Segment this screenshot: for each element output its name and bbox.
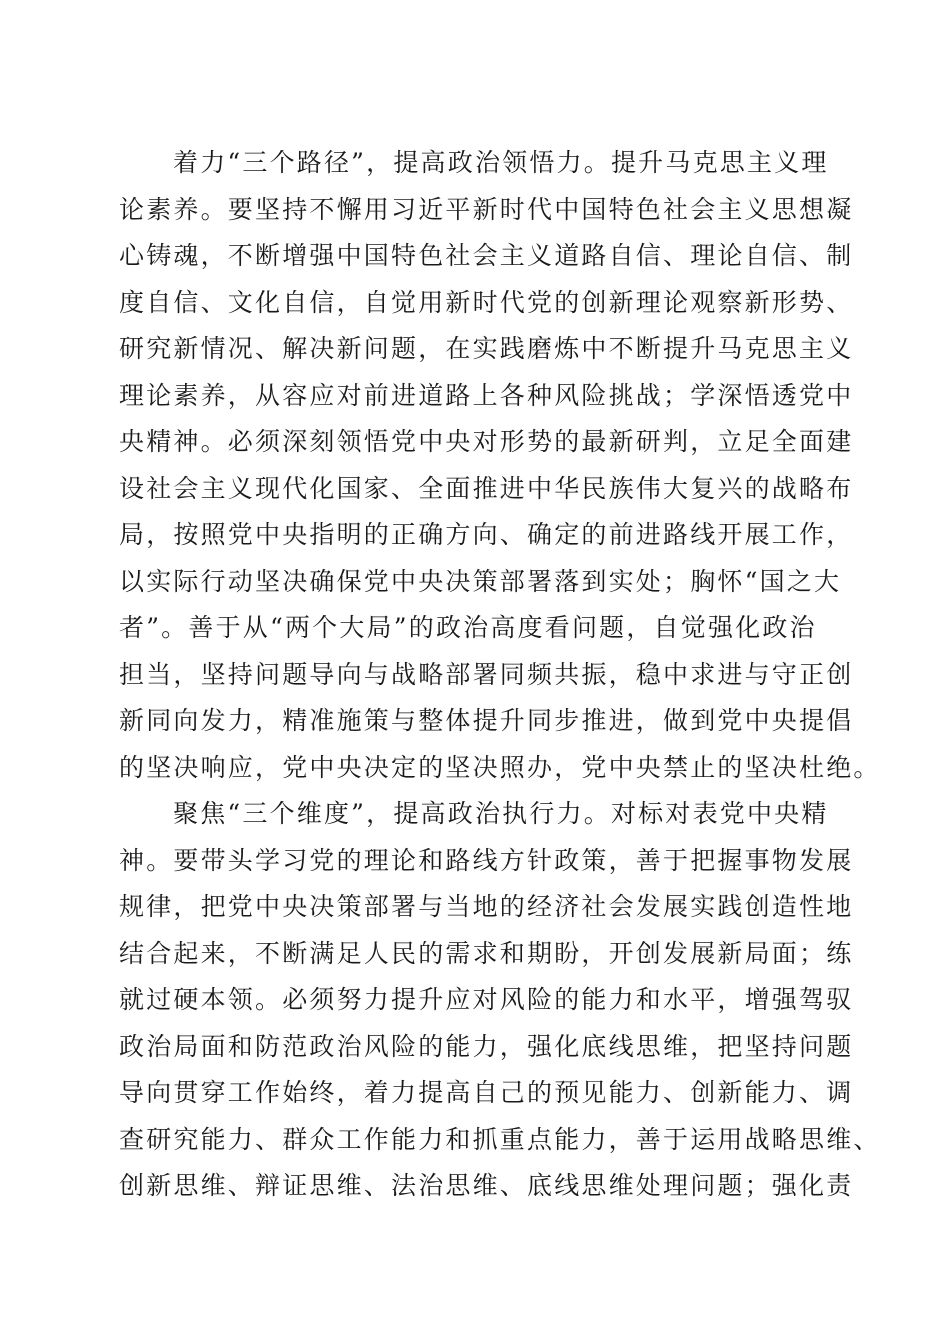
paragraph-1-line-6: 理论素养，从容应对前进道路上各种风险挑战；学深悟透党中 [119,380,854,410]
paragraph-1-line-7: 央精神。必须深刻领悟党中央对形势的最新研判，立足全面建 [119,427,854,456]
paragraph-1-line-1: 着力“三个路径”，提高政治领悟力。提升马克思主义理 [173,148,829,177]
paragraph-1-line-14: 的坚决响应，党中央决定的坚决照办，党中央禁止的坚决杜绝。 [119,752,881,782]
paragraph-1-line-8: 设社会主义现代化国家、全面推进中华民族伟大复兴的战略布 [119,473,854,503]
paragraph-2-line-7: 导向贯穿工作始终，着力提高自己的预见能力、创新能力、调 [119,1078,854,1107]
paragraph-1-line-4: 度自信、文化自信，自觉用新时代党的创新理论观察新形势、 [119,287,854,317]
paragraph-1 [119,140,881,791]
paragraph-1-line-11: 者”。善于从“两个大局”的政治高度看问题，自觉强化政治 [119,613,817,642]
paragraph-2-line-2: 神。要带头学习党的理论和路线方针政策，善于把握事物发展 [119,845,854,875]
paragraph-1-line-5: 研究新情况、解决新问题，在实践磨炼中不断提升马克思主义 [119,334,854,363]
paragraph-2-line-6: 政治局面和防范政治风险的能力，强化底线思维，把坚持问题 [119,1031,854,1061]
document-body [119,140,881,1210]
paragraph-1-line-9: 局，按照党中央指明的正确方向、确定的前进路线开展工作， [119,520,854,549]
paragraph-1-line-10: 以实际行动坚决确保党中央决策部署落到实处；胸怀“国之大 [119,566,842,596]
paragraph-2 [119,791,881,1210]
paragraph-2-line-5: 就过硬本领。必须努力提升应对风险的能力和水平，增强驾驭 [119,985,854,1014]
paragraph-1-line-13: 新同向发力，精准施策与整体提升同步推进，做到党中央提倡 [119,706,854,735]
paragraph-2-line-4: 结合起来，不断满足人民的需求和期盼，开创发展新局面；练 [119,938,854,968]
paragraph-2-line-8: 查研究能力、群众工作能力和抓重点能力，善于运用战略思维、 [119,1124,881,1154]
paragraph-1-line-2: 论素养。要坚持不懈用习近平新时代中国特色社会主义思想凝 [119,194,854,224]
paragraph-2-line-3: 规律，把党中央决策部署与当地的经济社会发展实践创造性地 [119,892,854,921]
paragraph-2-line-1: 聚焦“三个维度”，提高政治执行力。对标对表党中央精 [173,799,829,828]
paragraph-1-line-12: 担当，坚持问题导向与战略部署同频共振，稳中求进与守正创 [119,659,854,689]
paragraph-2-line-9: 创新思维、辩证思维、法治思维、底线思维处理问题；强化责 [119,1171,854,1200]
paragraph-1-line-3: 心铸魂，不断增强中国特色社会主义道路自信、理论自信、制 [119,241,854,270]
